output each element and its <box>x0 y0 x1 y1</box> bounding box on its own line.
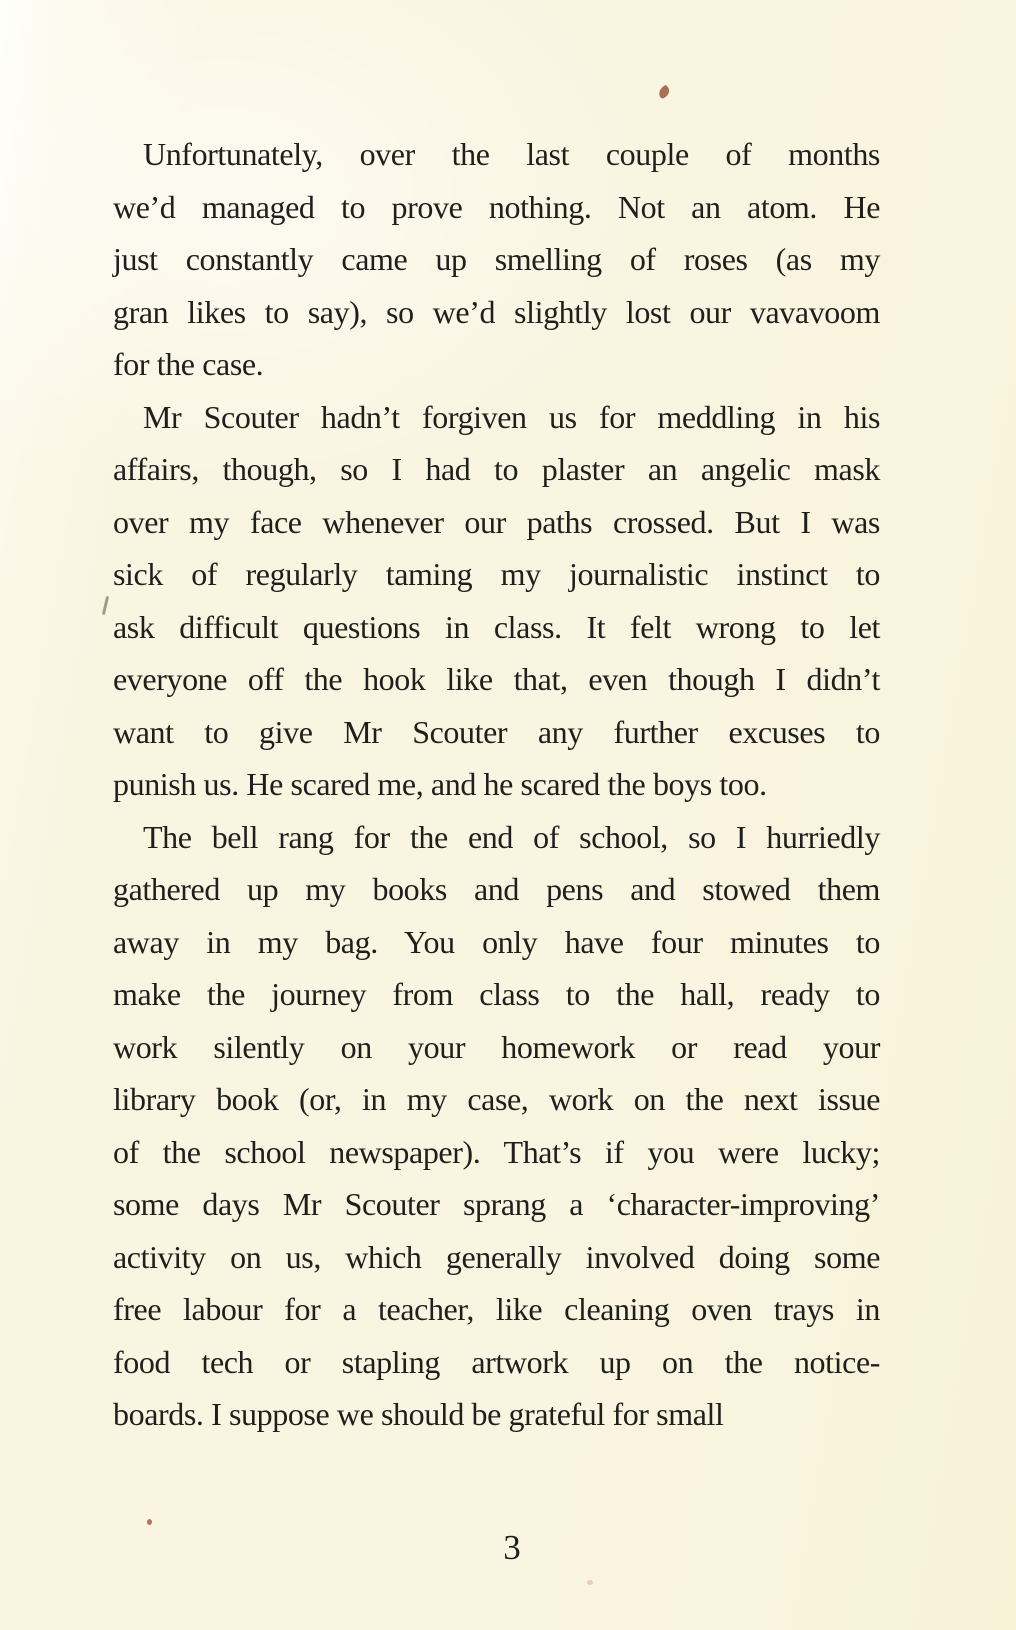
text-line: ask difficult questions in class. It felt wrong to let <box>113 608 880 645</box>
ink-speck <box>147 1519 152 1525</box>
text-line: Mr Scouter hadn’t forgiven us for meddling in his <box>143 398 880 435</box>
text-line: gathered up my books and pens and stowed them <box>113 871 880 907</box>
text-line: gran likes to say), so we’d slightly lost our vavavoom <box>113 293 880 330</box>
text-line: just constantly came up smelling of roses (as my <box>113 241 880 277</box>
text-line: away in my bag. You only have four minutes to <box>113 923 880 960</box>
ink-speck <box>656 84 672 99</box>
text-line: sick of regularly taming my journalistic instinct to <box>113 556 880 592</box>
page-number: 3 <box>503 1528 521 1567</box>
text-line: boards. I suppose we should be grateful for small <box>113 1396 724 1432</box>
ink-speck <box>587 1580 593 1585</box>
text-line: work silently on your homework or read your <box>113 1028 880 1065</box>
text-line: want to give Mr Scouter any further excuses to <box>113 713 880 750</box>
text-line: some days Mr Scouter sprang a ‘character-improving’ <box>113 1186 880 1222</box>
text-line: we’d managed to prove nothing. Not an atom. He <box>113 188 880 225</box>
text-line: punish us. He scared me, and he scared the boys too. <box>113 766 767 802</box>
text-line: free labour for a teacher, like cleaning oven trays in <box>113 1291 880 1327</box>
text-line: food tech or stapling artwork up on the notice- <box>113 1343 880 1380</box>
text-line: everyone off the hook like that, even though I didn’t <box>113 661 880 697</box>
text-line: The bell rang for the end of school, so I hurriedly <box>143 818 880 855</box>
text-line: activity on us, which generally involved doing some <box>113 1238 880 1275</box>
body-text <box>113 128 880 1441</box>
stray-pen-mark <box>102 596 109 615</box>
text-line: make the journey from class to the hall, ready to <box>113 976 880 1012</box>
text-line: over my face whenever our paths crossed. But I was <box>113 503 880 540</box>
text-line: Unfortunately, over the last couple of months <box>143 136 880 172</box>
text-line: for the case. <box>113 346 264 382</box>
text-line: library book (or, in my case, work on the next issue <box>113 1081 880 1117</box>
text-line: of the school newspaper). That’s if you were lucky; <box>113 1133 880 1170</box>
text-line: affairs, though, so I had to plaster an angelic mask <box>113 451 880 487</box>
